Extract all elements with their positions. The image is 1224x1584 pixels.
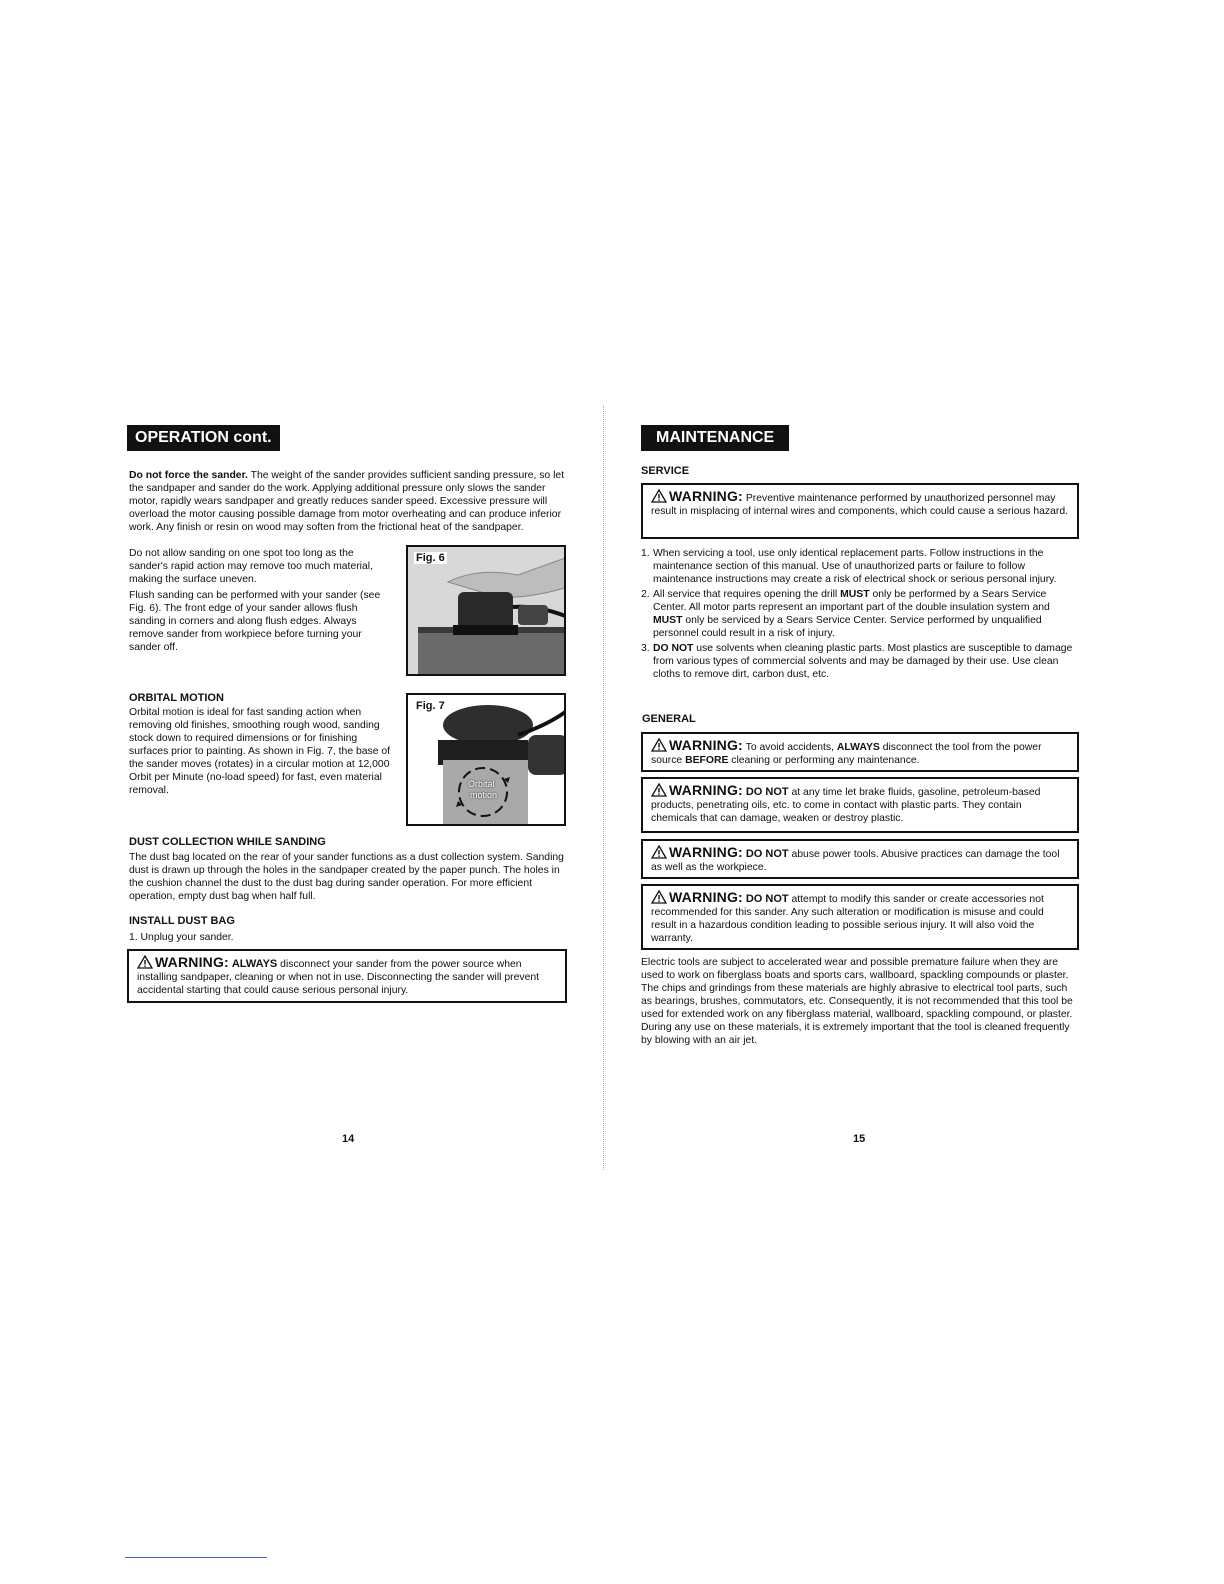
install-step-1: 1. Unplug your sander. (129, 932, 234, 943)
list-item: 3. DO NOT use solvents when cleaning plastic parts. Most plastics are susceptible to damage from various types of commercial solvents and may be damaged by their use. Use clean cloths to remove dirt, carbon dust, etc. (641, 643, 1073, 680)
warning-box-abuse (641, 839, 1079, 879)
warning-emphasis: BEFORE (685, 755, 729, 766)
warning-triangle-icon (651, 489, 667, 503)
dust-heading: DUST COLLECTION WHILE SANDING (129, 836, 326, 848)
bottom-rule (125, 1557, 267, 1558)
warning-triangle-icon (137, 955, 153, 969)
page-number-14: 14 (342, 1133, 355, 1145)
force-paragraph (129, 469, 565, 534)
figure-7 (406, 693, 566, 826)
figure-6-label: Fig. 6 (416, 552, 445, 564)
orbital-motion-illustration (408, 695, 566, 826)
orbital-heading: ORBITAL MOTION (129, 692, 224, 704)
warning-emphasis: ALWAYS (231, 958, 278, 970)
warning-triangle-icon (651, 738, 667, 752)
warning-triangle-icon (651, 845, 667, 859)
warning-text: abuse power tools. Abusive practices can damage the tool as well as the workpiece. (651, 849, 1060, 873)
force-lead: Do not force the sander. (129, 470, 248, 481)
warning-emphasis: DO NOT (745, 848, 789, 860)
figure-6 (406, 545, 566, 676)
warning-triangle-icon (651, 890, 667, 904)
warning-text: attempt to modify this sander or create accessories not recommended for this sander. Any such alteration or modification is misuse and could result in a hazardous condition leading to possible serious injury. It will also void the warranty. (651, 894, 1044, 944)
warning-label: WARNING: (155, 954, 229, 970)
general-paragraph: Electric tools are subject to accelerated wear and possible premature failure when they are used to work on fiberglass boats and sports cars, wallboard, spackling compounds or plaster. The chips and grindings from these materials are highly abrasive to electrical tool parts, such as bearings, brushes, commutators, etc. Consequently, it is not recommended that this tool be used for extended work on any fiberglass material, wallboard, spackling compound, or plaster. During any use on these materials, it is extremely important that the tool is cleaned frequently by blowing with an air jet. (641, 957, 1073, 1046)
warning-text: To avoid accidents, (742, 742, 837, 753)
warning-label: WARNING: (669, 737, 743, 753)
install-heading: INSTALL DUST BAG (129, 915, 235, 927)
flush-paragraph: Flush sanding can be performed with your sander (see Fig. 6). The front edge of your sander allows flush sanding in corners and along flush edges. Always remove sander from workpiece before turning your sander off. (129, 590, 381, 653)
warning-emphasis: DO NOT (745, 786, 789, 798)
figure-7-label: Fig. 7 (416, 700, 445, 712)
force-text: The weight of the sander provides sufficient sanding pressure, so let the sandpaper and sander do the work. Applying additional pressure only slows the sander motor, rapidly wears sandpaper and greatly reduces sander speed. Excessive pressure will overload the motor causing possible damage from motor overheating and can produce inferior work. Any finish or resin on wood may soften from the frictional heat of the sandpaper. (129, 470, 565, 533)
warning-label: WARNING: (669, 782, 743, 798)
service-list (641, 547, 1081, 683)
sander-flush-illustration (408, 547, 566, 676)
warning-emphasis: DO NOT (745, 893, 789, 905)
list-item: 1. When servicing a tool, use only identical replacement parts. Follow instructions in the maintenance section of this manual. Use of unauthorized parts or failure to follow maintenance instructions may create a risk of electrical shock or serious personal injury. (641, 548, 1057, 585)
warning-box-modify (641, 884, 1079, 950)
warning-label: WARNING: (669, 488, 743, 504)
dust-paragraph: The dust bag located on the rear of your sander functions as a dust collection system. Sanding dust is drawn up through the holes in the sandpaper created by the paper punch. The holes in the cushion channel the dust to the dust bag during sander operation. For more efficient operation, empty dust bag when half full. (129, 852, 564, 902)
orbital-motion-label-2: motion (470, 790, 498, 800)
warning-box-fluids (641, 777, 1079, 833)
list-item: 2. All service that requires opening the drill MUST only be performed by a Sears Service Center. All motor parts represent an important part of the double insulation system and MUST only be serviced by a Sears Service Center. Service performed by unqualified personnel could result in a risk of injury. (641, 589, 1050, 639)
warning-text: disconnect your sander from the power source when installing sandpaper, cleaning or when not in use. Disconnecting the sander will prevent accidental starting that could cause serious personal injury. (137, 959, 540, 996)
warning-emphasis: ALWAYS (836, 742, 880, 753)
service-heading: SERVICE (641, 465, 690, 477)
maintenance-header: MAINTENANCE (641, 425, 789, 451)
page-divider (603, 405, 604, 1170)
warning-label: WARNING: (669, 889, 743, 905)
warning-text: disconnect the tool from the power source (651, 742, 1042, 766)
warning-label: WARNING: (669, 844, 743, 860)
warning-box-install (127, 949, 567, 1003)
operation-header: OPERATION cont. (127, 425, 280, 451)
warning-text: Preventive maintenance performed by unauthorized personnel may result in misplacing of internal wires and components, which could cause a serious hazard. (651, 493, 1068, 517)
page-number-15: 15 (853, 1133, 866, 1145)
warning-text: cleaning or performing any maintenance. (728, 755, 920, 766)
general-heading: GENERAL (642, 713, 696, 725)
spot-paragraph: Do not allow sanding on one spot too long as the sander's rapid action may remove too much material, making the surface uneven. (129, 548, 373, 585)
orbital-motion-label-1: Orbital (468, 779, 495, 789)
warning-text: at any time let brake fluids, gasoline, petroleum-based products, penetrating oils, etc. to come in contact with plastic parts. They contain chemicals that can damage, weaken or destroy plastic. (651, 787, 1041, 824)
warning-box-service (641, 483, 1079, 539)
warning-triangle-icon (651, 783, 667, 797)
orbital-paragraph: Orbital motion is ideal for fast sanding action when removing old finishes, smoothing rough wood, sanding stock down to required dimensions or for finishing surfaces prior to painting. As shown in Fig. 7, the base of the sander moves (rotates) in a circular motion at 12,000 Orbit per Minute (no-load speed) for fast, even material removal. (129, 707, 391, 796)
warning-box-disconnect (641, 732, 1079, 772)
